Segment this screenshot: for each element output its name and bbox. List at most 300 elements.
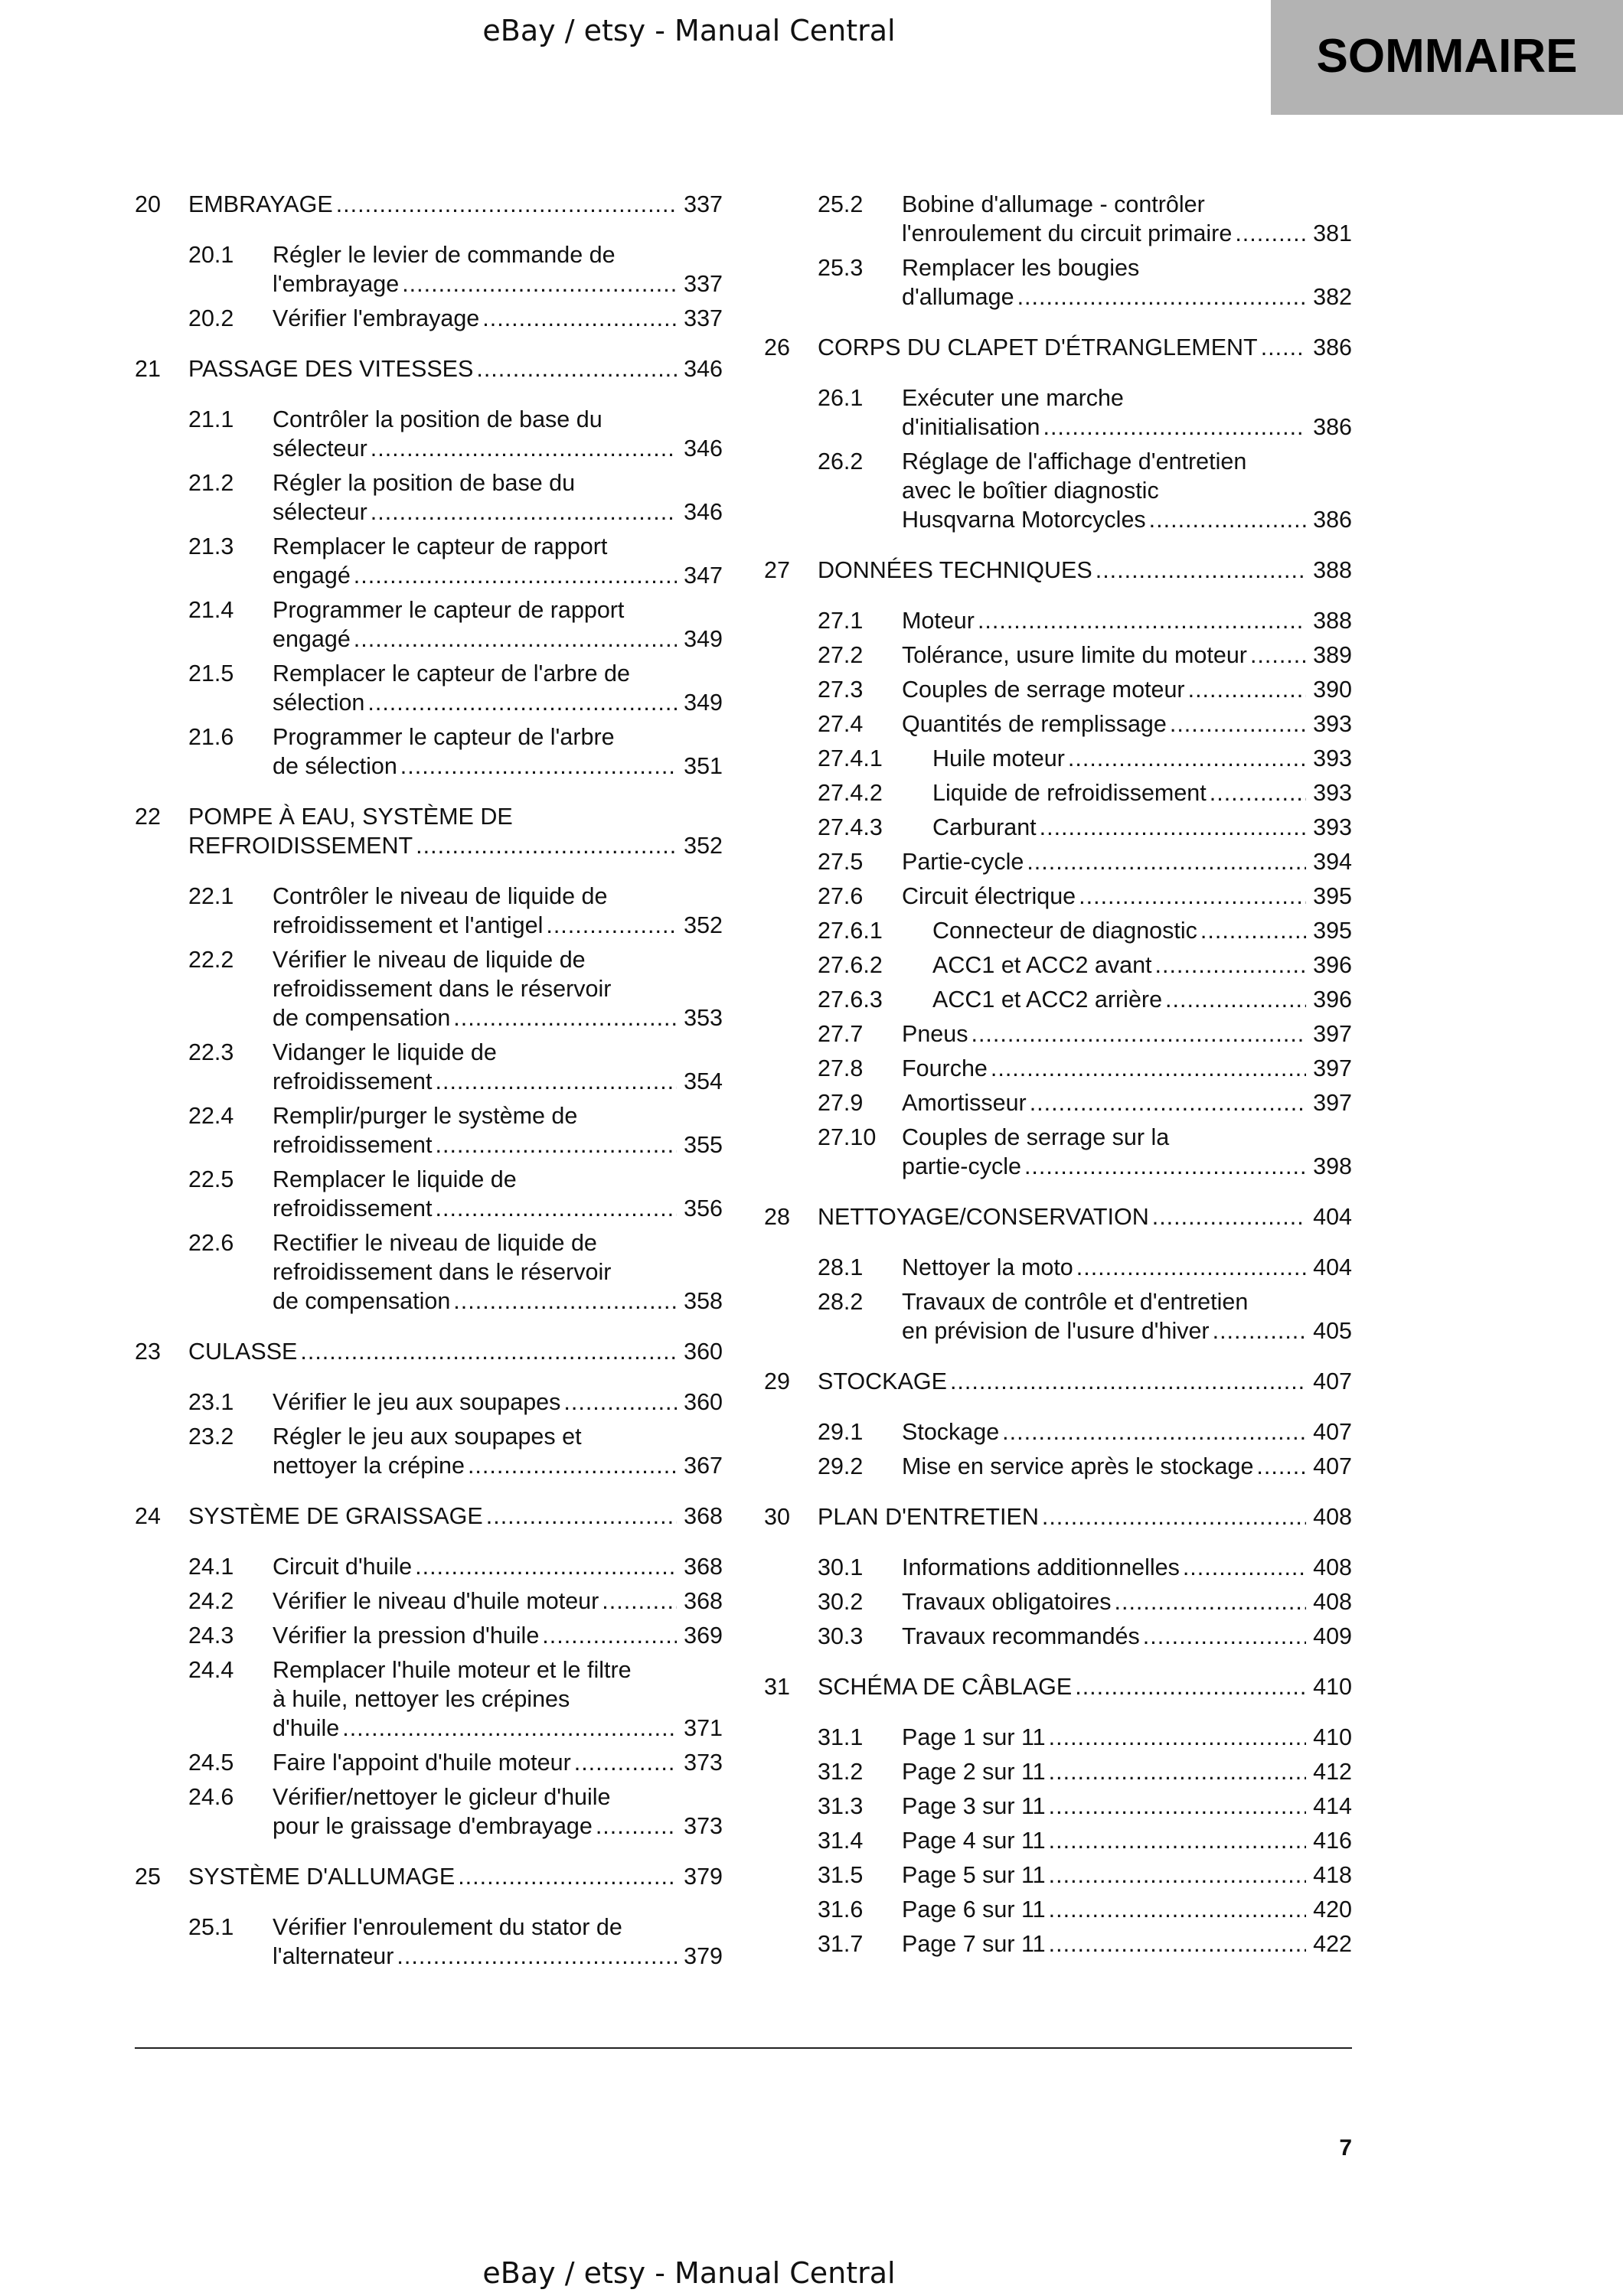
toc-entry-title: Régler la position de base du (273, 470, 576, 496)
toc-entry-title: Page 7 sur 11 (902, 1931, 1046, 1957)
dot-leader (1115, 1587, 1306, 1616)
dot-leader (1213, 1316, 1306, 1345)
dot-leader (453, 1287, 677, 1316)
dot-leader (1188, 675, 1306, 704)
toc-entry-number: 29.1 (818, 1419, 864, 1445)
toc-entry (764, 333, 1352, 362)
toc-entry-page: 360 (684, 1339, 723, 1365)
dot-leader (342, 1714, 677, 1743)
toc-entry-body (273, 1655, 723, 1743)
toc-entry-page: 395 (1313, 918, 1352, 944)
toc-entry-page: 397 (1313, 1055, 1352, 1081)
toc-entry (135, 240, 723, 298)
dot-leader (1165, 985, 1306, 1014)
dot-leader (486, 1502, 677, 1531)
toc-entry-body (902, 253, 1352, 311)
toc-entry-title: Couples de serrage sur la (902, 1124, 1170, 1150)
toc-entry-page: 388 (1313, 557, 1352, 583)
toc-entry-number: 27.4 (818, 711, 864, 737)
toc-entry (764, 253, 1352, 311)
toc-entry (764, 1826, 1352, 1855)
toc-entry-body (902, 1757, 1352, 1786)
toc-entry-title: l'alternateur (273, 1943, 394, 1969)
toc-entry-number: 28.2 (818, 1289, 864, 1315)
dot-leader (596, 1812, 677, 1841)
toc-entry-title: d'huile (273, 1715, 340, 1741)
toc-entry-title: sélecteur (273, 435, 367, 461)
toc-entry (135, 1862, 723, 1891)
toc-entry-title: PLAN D'ENTRETIEN (818, 1504, 1039, 1530)
toc-entry-page: 381 (1313, 220, 1352, 246)
toc-entry-body (902, 675, 1352, 704)
toc-entry-title: Nettoyer la moto (902, 1254, 1073, 1280)
toc-entry-number: 20.1 (188, 242, 234, 268)
toc-entry-page: 393 (1313, 745, 1352, 771)
toc-entry-title: Amortisseur (902, 1090, 1027, 1116)
dot-leader (950, 1367, 1306, 1396)
toc-entry-title: Programmer le capteur de rapport (273, 597, 625, 623)
toc-entry-number: 31.3 (818, 1793, 864, 1819)
toc-entry-title: CULASSE (188, 1339, 298, 1365)
toc-entry-page: 410 (1313, 1674, 1352, 1700)
toc-entry (135, 1502, 723, 1531)
dot-leader (602, 1587, 677, 1616)
toc-entry (135, 1587, 723, 1616)
toc-entry-title: Remplacer l'huile moteur et le filtre (273, 1657, 632, 1683)
toc-entry (764, 778, 1352, 807)
toc-entry-number: 20 (135, 191, 161, 217)
toc-entry-body (273, 1621, 723, 1650)
toc-entry-number: 27.3 (818, 677, 864, 703)
toc-entry-title: Travaux de contrôle et d'entretien (902, 1289, 1249, 1315)
toc-entry-number: 27.5 (818, 849, 864, 875)
dot-leader (1049, 1757, 1306, 1786)
toc-entry-title: Régler le levier de commande de (273, 242, 616, 268)
toc-entry-number: 27.8 (818, 1055, 864, 1081)
toc-entry-number: 23 (135, 1339, 161, 1365)
toc-entry-title: l'embrayage (273, 271, 400, 297)
toc-entry-page: 346 (684, 356, 723, 382)
watermark-top: eBay / etsy - Manual Central (482, 14, 896, 47)
toc-entry-page: 337 (684, 191, 723, 217)
toc-entry-page: 368 (684, 1554, 723, 1580)
toc-entry-body (273, 1587, 723, 1616)
toc-entry-page: 416 (1313, 1828, 1352, 1854)
toc-entry-body (188, 1337, 723, 1366)
toc-entry-title: Vérifier le jeu aux soupapes (273, 1389, 561, 1415)
toc-entry-number: 24 (135, 1503, 161, 1529)
toc-entry-page: 397 (1313, 1021, 1352, 1047)
dot-leader (1049, 1792, 1306, 1821)
toc-entry-number: 30.1 (818, 1554, 864, 1580)
toc-entry-number: 25.1 (188, 1914, 234, 1940)
toc-entry-body (902, 606, 1352, 635)
toc-entry-page: 393 (1313, 711, 1352, 737)
dot-leader (367, 688, 677, 717)
toc-entry-page: 395 (1313, 883, 1352, 909)
toc-entry (135, 1038, 723, 1096)
toc-entry (764, 606, 1352, 635)
toc-entry-title: Stockage (902, 1419, 1000, 1445)
toc-entry-title: Page 5 sur 11 (902, 1862, 1046, 1888)
toc-entry (764, 985, 1352, 1014)
toc-entry-title: Husqvarna Motorcycles (902, 507, 1146, 533)
toc-entry (135, 945, 723, 1032)
toc-entry (135, 882, 723, 940)
toc-entry-body (902, 1861, 1352, 1890)
toc-entry-page: 393 (1313, 780, 1352, 806)
dot-leader (354, 625, 677, 654)
dot-leader (1170, 709, 1306, 739)
toc-entry-title: Page 6 sur 11 (902, 1896, 1046, 1923)
toc-entry-page: 379 (684, 1943, 723, 1969)
toc-entry-body (902, 1417, 1352, 1446)
toc-entry-title: engagé (273, 563, 351, 589)
toc-entry-title: nettoyer la crépine (273, 1453, 465, 1479)
toc-entry-number: 31 (764, 1674, 790, 1700)
toc-entry (764, 744, 1352, 773)
dot-leader (402, 269, 677, 298)
toc-entry-body (273, 532, 723, 590)
toc-entry-title: NETTOYAGE/CONSERVATION (818, 1204, 1149, 1230)
toc-entry-number: 26 (764, 334, 790, 360)
toc-entry-number: 23.2 (188, 1424, 234, 1450)
toc-entry-page: 386 (1313, 414, 1352, 440)
toc-entry-number: 30.2 (818, 1589, 864, 1615)
dot-leader (1024, 1152, 1306, 1181)
toc-entry-title: Huile moteur (932, 745, 1065, 771)
toc-entry-number: 31.5 (818, 1862, 864, 1888)
toc-entry-title: Vérifier l'embrayage (273, 305, 480, 331)
toc-entry-body (188, 1502, 723, 1531)
toc-entry-page: 371 (684, 1715, 723, 1741)
toc-entry-title: Vérifier le niveau de liquide de (273, 947, 586, 973)
toc-entry-page: 405 (1313, 1318, 1352, 1344)
toc-entry-number: 27.4.3 (818, 814, 883, 840)
toc-entry-page: 349 (684, 690, 723, 716)
toc-entry-page: 347 (684, 563, 723, 589)
dot-leader (546, 911, 677, 940)
dot-leader (1040, 813, 1306, 842)
toc-entry-number: 22.3 (188, 1039, 234, 1065)
dot-leader (436, 1130, 678, 1159)
dot-leader (400, 752, 677, 781)
toc-entry-page: 346 (684, 499, 723, 525)
toc-entry-page: 354 (684, 1068, 723, 1094)
toc-entry-page: 356 (684, 1195, 723, 1221)
toc-entry-page: 390 (1313, 677, 1352, 703)
toc-entry-body (902, 1622, 1352, 1651)
dot-leader (468, 1451, 677, 1480)
toc-entry (135, 354, 723, 383)
toc-entry (135, 1165, 723, 1223)
dot-leader (354, 561, 677, 590)
toc-entry-title: SYSTÈME DE GRAISSAGE (188, 1503, 483, 1529)
toc-entry-body (902, 1723, 1352, 1752)
toc-entry-page: 407 (1313, 1419, 1352, 1445)
toc-entry-body (902, 1019, 1352, 1049)
toc-entry-body (902, 1253, 1352, 1282)
toc-entry (135, 722, 723, 781)
toc-entry-title: Page 3 sur 11 (902, 1793, 1046, 1819)
toc-entry-title: avec le boîtier diagnostic (902, 478, 1159, 504)
toc-entry-title: Circuit électrique (902, 883, 1076, 909)
toc-entry-page: 407 (1313, 1368, 1352, 1394)
toc-entry-body (818, 1672, 1352, 1701)
dot-leader (1079, 882, 1306, 911)
toc-entry-title: EMBRAYAGE (188, 191, 333, 217)
toc-entry (764, 1367, 1352, 1396)
toc-entry (135, 802, 723, 860)
dot-leader (1250, 641, 1306, 670)
toc-entry-title: Page 1 sur 11 (902, 1724, 1046, 1750)
dot-leader (1076, 1253, 1306, 1282)
dot-leader (971, 1019, 1306, 1049)
toc-entry-number: 21.2 (188, 470, 234, 496)
toc-entry-page: 422 (1313, 1931, 1352, 1957)
toc-entry (764, 1757, 1352, 1786)
toc-entry-page: 368 (684, 1503, 723, 1529)
toc-entry-body (273, 1165, 723, 1223)
toc-entry (764, 1672, 1352, 1701)
toc-entry-title: refroidissement (273, 1195, 433, 1221)
toc-entry-title: en prévision de l'usure d'hiver (902, 1318, 1210, 1344)
toc-entry-title: sélecteur (273, 499, 367, 525)
toc-entry-number: 24.4 (188, 1657, 234, 1683)
dot-leader (436, 1067, 678, 1096)
dot-leader (1210, 778, 1306, 807)
toc-entry-page: 386 (1313, 507, 1352, 533)
toc-entry-number: 27.1 (818, 608, 864, 634)
toc-entry-body (902, 383, 1352, 442)
toc-entry-title: Page 4 sur 11 (902, 1828, 1046, 1854)
toc-entry (764, 1895, 1352, 1924)
toc-entry-title: Régler le jeu aux soupapes et (273, 1424, 582, 1450)
toc-entry (764, 1502, 1352, 1531)
dot-leader (415, 1552, 677, 1581)
toc-entry (764, 556, 1352, 585)
toc-entry-title: de compensation (273, 1288, 451, 1314)
toc-entry-number: 25 (135, 1864, 161, 1890)
toc-entry (764, 951, 1352, 980)
toc-entry-body (273, 1782, 723, 1841)
toc-entry-number: 31.7 (818, 1931, 864, 1957)
toc-entry-number: 22.2 (188, 947, 234, 973)
toc-entry-page: 346 (684, 435, 723, 461)
toc-entry-title: de sélection (273, 753, 397, 779)
toc-entry-body (273, 659, 723, 717)
toc-entry-body (188, 190, 723, 219)
toc-entry-title: Remplacer les bougies (902, 255, 1140, 281)
toc-entry (764, 383, 1352, 442)
toc-entry (764, 1019, 1352, 1049)
toc-entry-page: 404 (1313, 1254, 1352, 1280)
toc-entry-page: 349 (684, 626, 723, 652)
dot-leader (371, 497, 677, 527)
toc-entry-number: 22.1 (188, 883, 234, 909)
toc-entry-title: engagé (273, 626, 351, 652)
dot-leader (1030, 1088, 1306, 1117)
toc-entry-body (273, 240, 723, 298)
toc-entry-body (273, 1228, 723, 1316)
toc-entry (135, 1782, 723, 1841)
dot-leader (1049, 1861, 1306, 1890)
dot-leader (542, 1621, 677, 1650)
toc-entry-number: 24.5 (188, 1750, 234, 1776)
toc-entry-title: refroidissement et l'antigel (273, 912, 544, 938)
dot-leader (1152, 1202, 1306, 1231)
toc-entry-body (932, 951, 1352, 980)
toc-entry-number: 22.4 (188, 1103, 234, 1129)
dot-leader (482, 304, 677, 333)
toc-entry-body (902, 1287, 1352, 1345)
toc-entry (764, 1587, 1352, 1616)
toc-entry-number: 21.4 (188, 597, 234, 623)
dot-leader (1256, 1452, 1306, 1481)
toc-entry-number: 31.6 (818, 1896, 864, 1923)
toc-entry-body (902, 1452, 1352, 1481)
toc-entry-body (818, 333, 1352, 362)
toc-entry-title: Page 2 sur 11 (902, 1759, 1046, 1785)
toc-entry-number: 23.1 (188, 1389, 234, 1415)
toc-entry-page: 389 (1313, 642, 1352, 668)
toc-entry-body (902, 847, 1352, 876)
toc-entry-page: 412 (1313, 1759, 1352, 1785)
toc-entry-page: 388 (1313, 608, 1352, 634)
toc-entry (135, 190, 723, 219)
toc-entry-number: 28 (764, 1204, 790, 1230)
toc-entry-body (902, 1123, 1352, 1181)
toc-entry-number: 20.2 (188, 305, 234, 331)
toc-entry-body (902, 709, 1352, 739)
toc-entry-title: Vérifier le niveau d'huile moteur (273, 1588, 599, 1614)
dot-leader (336, 190, 677, 219)
toc-entry-number: 31.1 (818, 1724, 864, 1750)
dot-leader (1002, 1417, 1306, 1446)
toc-entry (764, 1553, 1352, 1582)
toc-entry (764, 1123, 1352, 1181)
toc-entry (764, 1929, 1352, 1958)
toc-entry (764, 1452, 1352, 1481)
toc-entry-body (273, 722, 723, 781)
toc-entry-body (902, 447, 1352, 534)
toc-entry-title: refroidissement (273, 1068, 433, 1094)
dot-leader (991, 1054, 1306, 1083)
toc-entry-title: Vérifier l'enroulement du stator de (273, 1914, 622, 1940)
toc-entry-title: Faire l'appoint d'huile moteur (273, 1750, 571, 1776)
dot-leader (476, 354, 677, 383)
toc-entry-page: 396 (1313, 987, 1352, 1013)
toc-entry (135, 1422, 723, 1480)
dot-leader (1200, 916, 1306, 945)
toc-entry-title: Programmer le capteur de l'arbre (273, 724, 615, 750)
toc-entry-body (902, 1929, 1352, 1958)
toc-entry-number: 22.6 (188, 1230, 234, 1256)
toc-entry (764, 1054, 1352, 1083)
toc-entry-number: 27 (764, 557, 790, 583)
toc-entry-number: 27.6.3 (818, 987, 883, 1013)
toc-entry-title: Vérifier/nettoyer le gicleur d'huile (273, 1784, 611, 1810)
toc-entry-page: 420 (1313, 1896, 1352, 1923)
dot-leader (1017, 282, 1306, 311)
toc-entry-page: 408 (1313, 1504, 1352, 1530)
dot-leader (458, 1862, 677, 1891)
toc-entry-title: Fourche (902, 1055, 988, 1081)
toc-entry-number: 29 (764, 1368, 790, 1394)
toc-entry-body (902, 1895, 1352, 1924)
toc-entry (135, 1655, 723, 1743)
toc-entry (135, 405, 723, 463)
toc-entry-body (902, 1088, 1352, 1117)
toc-entry-body (932, 916, 1352, 945)
toc-entry-title: Couples de serrage moteur (902, 677, 1185, 703)
dot-leader (1043, 413, 1306, 442)
dot-leader (1096, 556, 1306, 585)
toc-entry-title: refroidissement (273, 1132, 433, 1158)
toc-entry-body (273, 1388, 723, 1417)
toc-entry-title: Informations additionnelles (902, 1554, 1180, 1580)
dot-leader (1075, 1672, 1306, 1701)
toc-entry-page: 353 (684, 1005, 723, 1031)
toc-entry-title: Contrôler la position de base du (273, 406, 603, 432)
toc-entry-body (902, 1553, 1352, 1582)
toc-entry-page: 394 (1313, 849, 1352, 875)
dot-leader (371, 434, 677, 463)
toc-entry-title: POMPE À EAU, SYSTÈME DE (188, 804, 513, 830)
toc-entry-title: Quantités de remplissage (902, 711, 1167, 737)
toc-entry-page: 393 (1313, 814, 1352, 840)
dot-leader (397, 1942, 677, 1971)
toc-entry-number: 21.5 (188, 660, 234, 687)
page-number: 7 (1339, 2135, 1352, 2161)
toc-entry-page: 396 (1313, 952, 1352, 978)
dot-leader (1049, 1895, 1306, 1924)
toc-entry-number: 26.2 (818, 448, 864, 475)
toc-entry (135, 1228, 723, 1316)
toc-entry-body (273, 1748, 723, 1777)
toc-entry-page: 410 (1313, 1724, 1352, 1750)
toc-entry-page: 373 (684, 1750, 723, 1776)
toc-entry-page: 337 (684, 271, 723, 297)
dot-leader (1235, 219, 1306, 248)
toc-entry (764, 813, 1352, 842)
toc-entry-page: 355 (684, 1132, 723, 1158)
toc-entry-body (273, 1101, 723, 1159)
toc-entry-title: PASSAGE DES VITESSES (188, 356, 474, 382)
toc-entry-number: 27.9 (818, 1090, 864, 1116)
toc-entry-title: Vérifier la pression d'huile (273, 1623, 540, 1649)
toc-entry-number: 30 (764, 1504, 790, 1530)
toc-entry-title: Tolérance, usure limite du moteur (902, 642, 1247, 668)
toc-entry-title: Travaux recommandés (902, 1623, 1140, 1649)
toc-entry-body (188, 354, 723, 383)
toc-entry-page: 386 (1313, 334, 1352, 360)
toc-entry-number: 24.2 (188, 1588, 234, 1614)
toc-entry-page: 379 (684, 1864, 723, 1890)
toc-entry-title: CORPS DU CLAPET D'ÉTRANGLEMENT (818, 334, 1258, 360)
toc-entry-title: Bobine d'allumage - contrôler (902, 191, 1205, 217)
toc-entry-number: 28.1 (818, 1254, 864, 1280)
dot-leader (563, 1388, 677, 1417)
toc-entry-title: d'initialisation (902, 414, 1040, 440)
toc-entry-body (902, 190, 1352, 248)
toc-entry (764, 709, 1352, 739)
dot-leader (436, 1194, 678, 1223)
toc-entry-body (902, 1826, 1352, 1855)
toc-entry-number: 27.6.1 (818, 918, 883, 944)
toc-entry-title: sélection (273, 690, 365, 716)
toc-entry-title: Réglage de l'affichage d'entretien (902, 448, 1247, 475)
